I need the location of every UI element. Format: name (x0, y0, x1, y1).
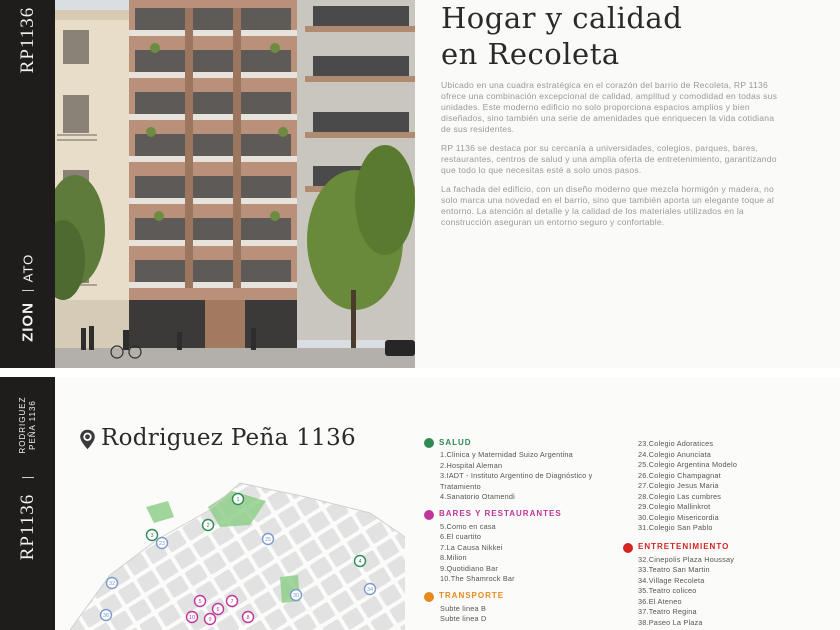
map-marker (233, 494, 244, 505)
transport-marker-icon (424, 592, 434, 602)
poi-column-1 (424, 437, 614, 625)
poi-column-2 (638, 439, 838, 628)
poi-item: 29.Colegio Mallinkrot (638, 502, 711, 511)
category-header-transporte (424, 591, 614, 603)
map-marker-label: 7 (230, 599, 234, 606)
project-code: RP1136 (17, 6, 38, 74)
map-marker-label: 6 (216, 607, 220, 614)
map-marker (107, 578, 118, 589)
poi-item: 33.Teatro San Martin (638, 565, 710, 574)
overview-paragraph: RP 1136 se destaca por su cercanía a universidades, colegios, parques, bares, restaurantes, centros de salud y una amplia oferta de entretenimiento, garantizando que todo lo que necesitas esté a solo unos pasos. (441, 143, 777, 175)
poi-item: 31.Colegio San Pablo (638, 523, 713, 532)
category-label: ENTRETENIMIENTO (638, 542, 730, 552)
poi-item: 36.El Ateneo (638, 596, 682, 606)
poi-item: 26.Colegio Champagnat (638, 470, 721, 480)
poi-item: 23.Colegio Adoratices (638, 439, 714, 448)
category-entretenimiento (638, 542, 838, 629)
bares-list (424, 522, 614, 585)
poi-item: 3.IADT - Instituto Argentino de Diagnóstico y Tratamiento (440, 471, 593, 491)
map-marker-label: 30 (292, 593, 300, 600)
poi-item: 25.Colegio Argentina Modelo (638, 460, 738, 469)
category-salud (424, 437, 614, 503)
category-bares (424, 509, 614, 585)
category-label: TRANSPORTE (439, 591, 505, 601)
strip-address (18, 397, 38, 454)
page-gap (0, 368, 840, 377)
building-rendering (55, 0, 415, 368)
poi-item: 6.El cuartito (440, 532, 482, 541)
map-marker (205, 614, 216, 625)
map-marker (355, 556, 366, 567)
map-marker (147, 530, 158, 541)
poi-item: 5.Como en casa (440, 521, 496, 531)
map-marker-label: 5 (198, 599, 202, 606)
poi-item: 27.Colegio Jesus Maria (638, 481, 719, 490)
poi-item: 9.Quotidiano Bar (440, 563, 498, 573)
category-header-bares (424, 509, 614, 521)
poi-item: 24.Colegio Anunciata (638, 449, 711, 459)
map-marker (227, 596, 238, 607)
map-marker-label: 4 (358, 559, 362, 566)
poi-item: 1.Clinica y Maternidad Suizo Argentina (440, 450, 573, 459)
map-marker (365, 584, 376, 595)
salud-list (424, 450, 614, 503)
poi-item: 35.Teatro coliceo (638, 586, 697, 595)
map-marker (213, 604, 224, 615)
map-marker (157, 538, 168, 549)
restaurant-marker-icon (424, 510, 434, 520)
map-marker-label: 10 (188, 615, 196, 622)
overview-title (441, 0, 682, 72)
map-marker (291, 590, 302, 601)
strip-address-line-2: PEÑA 1136 (28, 400, 37, 450)
map-marker-label: 36 (102, 613, 110, 620)
overview-body (441, 80, 779, 236)
map-marker-label: 34 (366, 587, 374, 594)
developer-logo-ato: ATO (20, 253, 36, 283)
entretenimiento-list (638, 555, 838, 629)
map-marker-label: 25 (264, 537, 272, 544)
poi-item: 34.Village Recoleta (638, 575, 705, 585)
poi-item: 37.Teatro Regina (638, 607, 697, 616)
category-transporte (424, 591, 614, 625)
entertainment-marker-icon (623, 543, 633, 553)
side-strip (0, 377, 55, 630)
poi-item: Subte linea B (440, 603, 487, 613)
poi-item: Subte linea D (440, 614, 487, 623)
poi-item: 2.Hospital Aleman (440, 460, 503, 470)
poi-item: 10.The Shamrock Bar (440, 574, 515, 583)
category-label: SALUD (439, 437, 472, 447)
map-marker (243, 612, 254, 623)
side-strip (0, 0, 55, 368)
brochure-page-location (0, 377, 840, 630)
poi-item: 4.Sanatorio Otamendi (440, 492, 515, 501)
map-marker-label: 2 (206, 523, 210, 530)
overview-paragraph: La fachada del edificio, con un diseño moderno que mezcla hormigón y madera, no solo marca una novedad en el barrio, sino que también aporta un elegante toque al entorno. La atención al detalle y la calidad de los materiales utilizados en la construcción aseguran un entorno seguro y confortable. (441, 184, 775, 227)
map-marker-label: 23 (158, 541, 166, 548)
category-header-entretenimiento (623, 542, 838, 554)
logo-divider (22, 290, 34, 291)
strip-divider (22, 477, 34, 478)
transporte-list (424, 604, 614, 625)
map-marker-label: 8 (246, 615, 250, 622)
map-marker (263, 534, 274, 545)
developer-logo-zion: ZION (19, 302, 37, 342)
overview-paragraph: Ubicado en una cuadra estratégica en el corazón del barrio de Recoleta, RP 1136 ofrece una combinación excepcional de calidad, amplitud y comodidad en todas sus unidades. Este moderno edificio no solo proporciona espacios amplios y bien diseñados, sino también una serie de amenidades que enriquecen la vida cotidiana de sus residentes. (441, 80, 778, 134)
poi-item: 32.Cinepolis Plaza Houssay (638, 554, 735, 564)
project-code: RP1136 (17, 493, 38, 561)
colegios-list (638, 439, 838, 534)
map-marker-label: 1 (236, 497, 240, 504)
poi-item: 38.Paseo La Plaza (638, 617, 703, 627)
map-marker (195, 596, 206, 607)
map-marker-label: 3 (150, 533, 154, 540)
neighborhood-map (70, 477, 405, 630)
title-line-1: Hogar y calidad (441, 1, 683, 35)
category-header-salud (424, 437, 614, 449)
map-marker-label: 9 (208, 617, 212, 624)
strip-address-line-1: RODRIGUEZ (18, 396, 27, 454)
poi-item: 28.Colegio Las cumbres (638, 491, 722, 501)
category-label: BARES Y RESTAURANTES (439, 509, 562, 519)
map-marker (203, 520, 214, 531)
poi-item: 8.Milion (440, 553, 467, 562)
location-pin-icon (79, 429, 96, 450)
map-marker (187, 612, 198, 623)
map-marker-label: 32 (108, 581, 116, 588)
title-line-2: en Recoleta (441, 37, 620, 71)
health-marker-icon (424, 438, 434, 448)
poi-item: 30.Colegio Misericordia (638, 512, 719, 522)
poi-item: 7.La Causa Nikkei (440, 542, 503, 552)
map-marker (101, 610, 112, 621)
address-title: Rodriguez Peña 1136 (101, 425, 356, 451)
